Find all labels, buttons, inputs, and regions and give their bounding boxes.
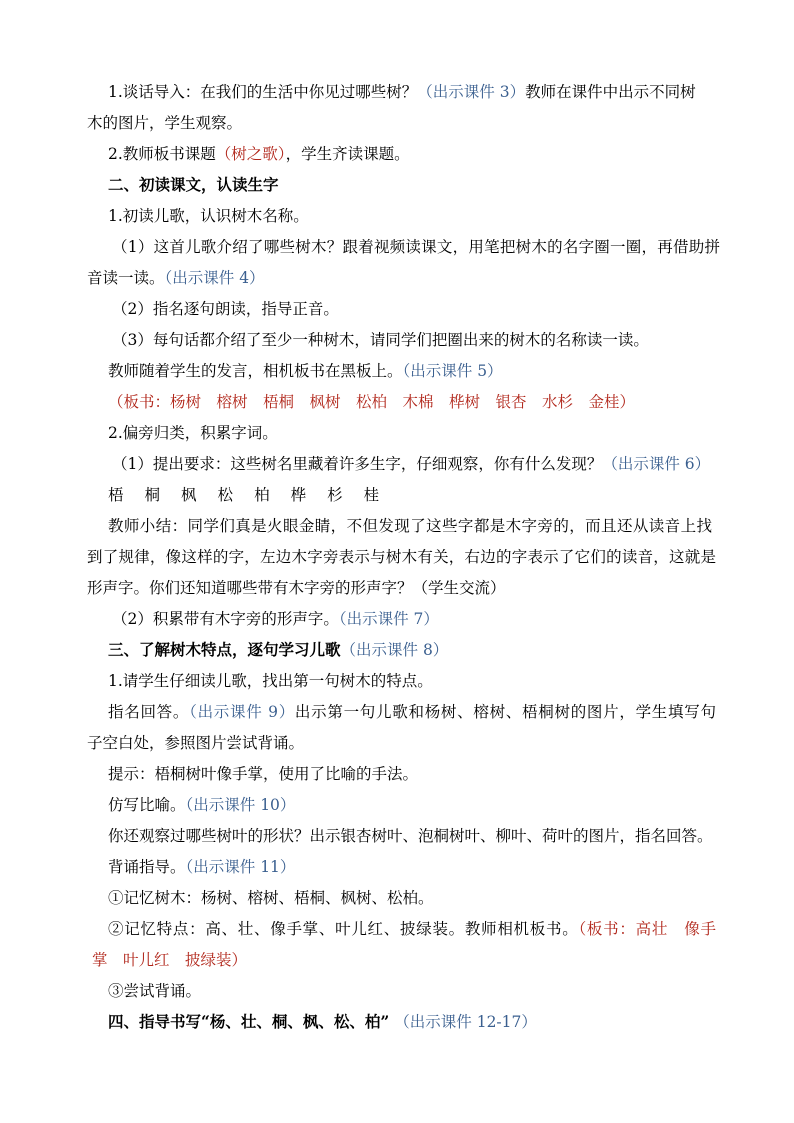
character: 杉 xyxy=(327,486,343,504)
step-1-2: （2）指名逐句朗读，指导正音。 xyxy=(112,300,339,318)
character: 枫 xyxy=(181,486,197,504)
board-note-cont: 掌 叶儿红 披绿装） xyxy=(92,951,248,969)
observation-question: 你还观察过哪些树叶的形状？出示银杏树叶、泡桐树叶、柳叶、荷叶的图片，指名回答。 xyxy=(108,827,713,845)
character-list xyxy=(108,483,400,507)
paragraph-title: 2.教师板书课题（树之歌），学生齐读课题。 xyxy=(108,145,410,163)
section-heading-2: 二、初读课文，认读生字 xyxy=(108,175,279,194)
step-2-2: （2）积累带有木字旁的形声字。（出示课件 7） xyxy=(112,610,439,628)
board-note: （板书：高壮 像手 xyxy=(578,920,716,938)
character: 桐 xyxy=(144,486,161,504)
character: 松 xyxy=(217,486,234,504)
step-2: 2.偏旁归类，积累字词。 xyxy=(108,424,278,442)
teacher-summary-cont: 到了规律，像这样的字，左边木字旁表示与树木有关，右边的字表示了它们的读音，这就是 xyxy=(87,548,716,566)
courseware-ref: （出示课件 10） xyxy=(185,796,296,814)
character: 梧 xyxy=(108,486,124,504)
section-heading-3: 三、了解树木特点，逐句学习儿歌（出示课件 8） xyxy=(108,640,449,659)
paragraph-answer: 指名回答。（出示课件 9）出示第一句儿歌和杨树、榕树、梧桐树的图片，学生填写句 xyxy=(108,703,716,721)
hint: 提示：梧桐树叶像手掌，使用了比喻的手法。 xyxy=(108,765,419,783)
teacher-summary: 教师小结：同学们真是火眼金睛，不但发现了这些字都是木字旁的，而且还从读音上找 xyxy=(108,517,712,535)
courseware-ref: （出示课件 4） xyxy=(164,269,265,287)
memory-trees: ①记忆树木：杨树、榕树、梧桐、枫树、松柏。 xyxy=(108,889,434,907)
paragraph-intro: 1.谈话导入：在我们的生活中你见过哪些树？（出示课件 3）教师在课件中出示不同树 xyxy=(108,83,696,101)
step-1-3: （3）每句话都介绍了至少一种树木，请同学们把圈出来的树木的名称读一读。 xyxy=(112,331,649,349)
try-recite: ③尝试背诵。 xyxy=(108,982,202,1000)
step-1-1-cont: 音读一读。（出示课件 4） xyxy=(87,269,265,287)
character: 柏 xyxy=(254,486,270,504)
courseware-ref: （出示课件 11） xyxy=(185,858,296,876)
courseware-ref: （出示课件 8） xyxy=(340,641,449,659)
paragraph-board: 教师随着学生的发言，相机板书在黑板上。（出示课件 5） xyxy=(108,362,503,380)
teacher-summary-end: 形声字。你们还知道哪些带有木字旁的形声字？（学生交流） xyxy=(87,579,506,597)
courseware-ref: （出示课件 7） xyxy=(338,610,439,628)
character: 桦 xyxy=(290,486,307,504)
courseware-ref: （出示课件 12-17） xyxy=(394,1013,537,1031)
character: 桂 xyxy=(363,486,380,504)
board-tree-names: （板书：杨树 榕树 梧桐 枫树 松柏 木棉 桦树 银杏 水杉 金桂） xyxy=(108,393,636,411)
paragraph-answer-cont: 子空白处，参照图片尝试背诵。 xyxy=(87,734,305,752)
courseware-ref: （出示课件 3） xyxy=(417,83,526,101)
board-title: （树之歌） xyxy=(215,145,286,163)
paragraph-intro-cont: 木的图片，学生观察。 xyxy=(87,114,243,132)
step-2-1: （1）提出要求：这些树名里藏着许多生字，仔细观察，你有什么发现？（出示课件 6） xyxy=(112,455,711,473)
step-3-1: 1.请学生仔细读儿歌，找出第一句树木的特点。 xyxy=(108,672,433,690)
section-heading-4: 四、指导书写“杨、壮、桐、枫、松、柏” （出示课件 12-17） xyxy=(108,1012,537,1031)
step-1-1: （1）这首儿歌介绍了哪些树木？跟着视频读课文，用笔把树木的名字圈一圈，再借助拼 xyxy=(112,238,720,256)
courseware-ref: （出示课件 6） xyxy=(602,455,711,473)
step-1: 1.初读儿歌，认识树木名称。 xyxy=(108,207,309,225)
courseware-ref: （出示课件 9） xyxy=(189,703,295,721)
imitation: 仿写比喻。（出示课件 10） xyxy=(108,796,296,814)
recitation-guide: 背诵指导。（出示课件 11） xyxy=(108,858,296,876)
memory-features: ②记忆特点：高、壮、像手掌、叶儿红、披绿装。教师相机板书。（板书：高壮 像手 xyxy=(108,920,716,938)
courseware-ref: （出示课件 5） xyxy=(402,362,503,380)
